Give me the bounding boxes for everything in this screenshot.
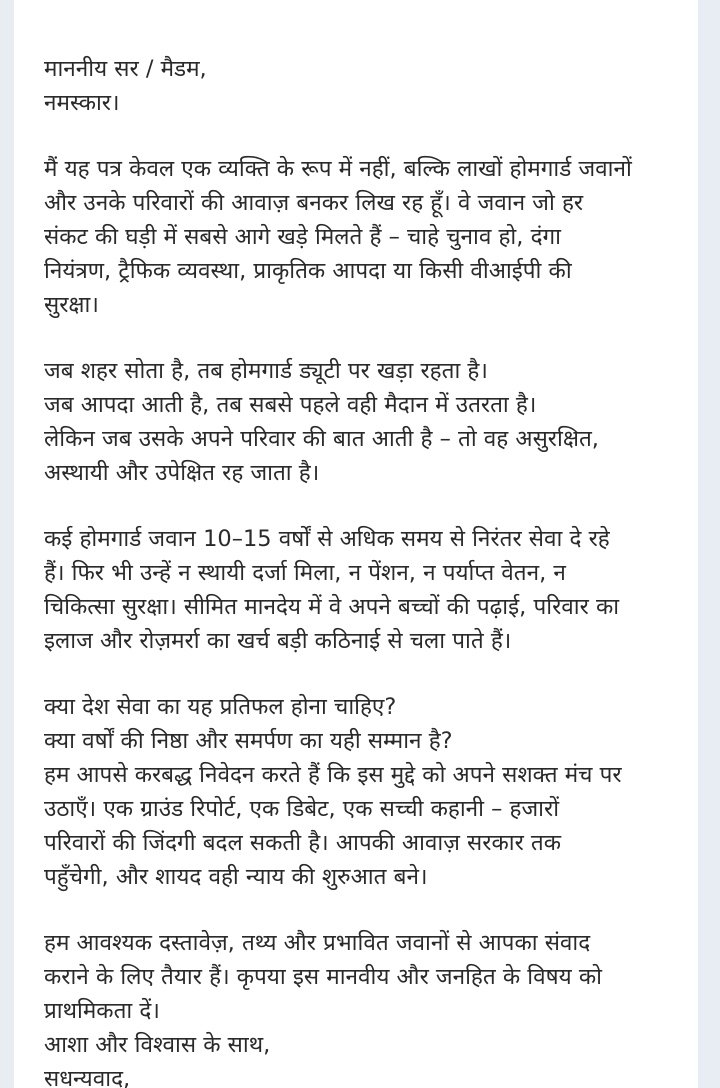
paragraph-line: नियंत्रण, ट्रैफिक व्यवस्था, प्राकृतिक आपदा या किसी वीआईपी की	[44, 258, 572, 284]
paragraph-1	[44, 152, 684, 322]
paragraph-gap	[44, 322, 684, 354]
paragraph-line: इलाज और रोज़मर्रा का खर्च बड़ी कठिनाई से चला पाते हैं।	[44, 628, 512, 654]
paragraph-line: हम आवश्यक दस्तावेज़, तथ्य और प्रभावित जवानों से आपका संवाद	[44, 930, 591, 956]
paragraph-line: कराने के लिए तैयार हैं। कृपया इस मानवीय और जनहित के विषय को	[44, 964, 602, 990]
paragraph-line: कई होमगार्ड जवान 10–15 वर्षों से अधिक समय से निरंतर सेवा दे रहे	[44, 526, 610, 552]
paragraph-line: जब आपदा आती है, तब सबसे पहले वही मैदान में उतरता है।	[44, 392, 537, 418]
paragraph-3	[44, 522, 684, 658]
paragraph-line: हम आपसे करबद्ध निवेदन करते हैं कि इस मुद्दे को अपने सशक्त मंच पर	[44, 762, 622, 788]
paragraph-line: चिकित्सा सुरक्षा। सीमित मानदेय में वे अपने बच्चों की पढ़ाई, परिवार का	[44, 594, 620, 620]
paragraph-gap	[44, 490, 684, 522]
paragraph-line: प्राथमिकता दें।	[44, 998, 160, 1024]
signoff-line: सधन्यवाद,	[44, 1066, 131, 1088]
paragraph-5	[44, 926, 684, 1088]
letter-page	[14, 0, 698, 1088]
paragraph-line: जब शहर सोता है, तब होमगार्ड ड्यूटी पर खड़ा रहता है।	[44, 358, 488, 384]
paragraph-2	[44, 354, 684, 490]
paragraph-gap	[44, 120, 684, 152]
paragraph-line: और उनके परिवारों की आवाज़ बनकर लिख रह हूँ। वे जवान जो हर	[44, 190, 584, 216]
paragraph-line: क्या देश सेवा का यह प्रतिफल होना चाहिए?	[44, 694, 397, 720]
paragraph-4	[44, 690, 684, 894]
paragraph-line: उठाएँ। एक ग्राउंड रिपोर्ट, एक डिबेट, एक सच्ची कहानी – हजारों	[44, 796, 560, 822]
paragraph-gap	[44, 894, 684, 926]
greeting-line: नमस्कार।	[44, 90, 120, 116]
salutation-block	[44, 52, 684, 120]
paragraph-line: लेकिन जब उसके अपने परिवार की बात आती है – तो वह असुरक्षित,	[44, 426, 599, 452]
paragraph-gap	[44, 658, 684, 690]
paragraph-line: हैं। फिर भी उन्हें न स्थायी दर्जा मिला, न पेंशन, न पर्याप्त वेतन, न	[44, 560, 566, 586]
paragraph-line: परिवारों की जिंदगी बदल सकती है। आपकी आवाज़ सरकार तक	[44, 830, 562, 856]
paragraph-line: सुरक्षा।	[44, 292, 99, 318]
paragraph-line: पहुँचेगी, और शायद वही न्याय की शुरुआत बने।	[44, 864, 428, 890]
paragraph-line: अस्थायी और उपेक्षित रह जाता है।	[44, 460, 320, 486]
closing-line: आशा और विश्वास के साथ,	[44, 1032, 271, 1058]
paragraph-line: संकट की घड़ी में सबसे आगे खड़े मिलते हैं – चाहे चुनाव हो, दंगा	[44, 224, 562, 250]
paragraph-line: क्या वर्षों की निष्ठा और समर्पण का यही सम्मान है?	[44, 728, 453, 754]
salutation-line: माननीय सर / मैडम,	[44, 56, 207, 82]
paragraph-line: मैं यह पत्र केवल एक व्यक्ति के रूप में नहीं, बल्कि लाखों होमगार्ड जवानों	[44, 156, 632, 182]
